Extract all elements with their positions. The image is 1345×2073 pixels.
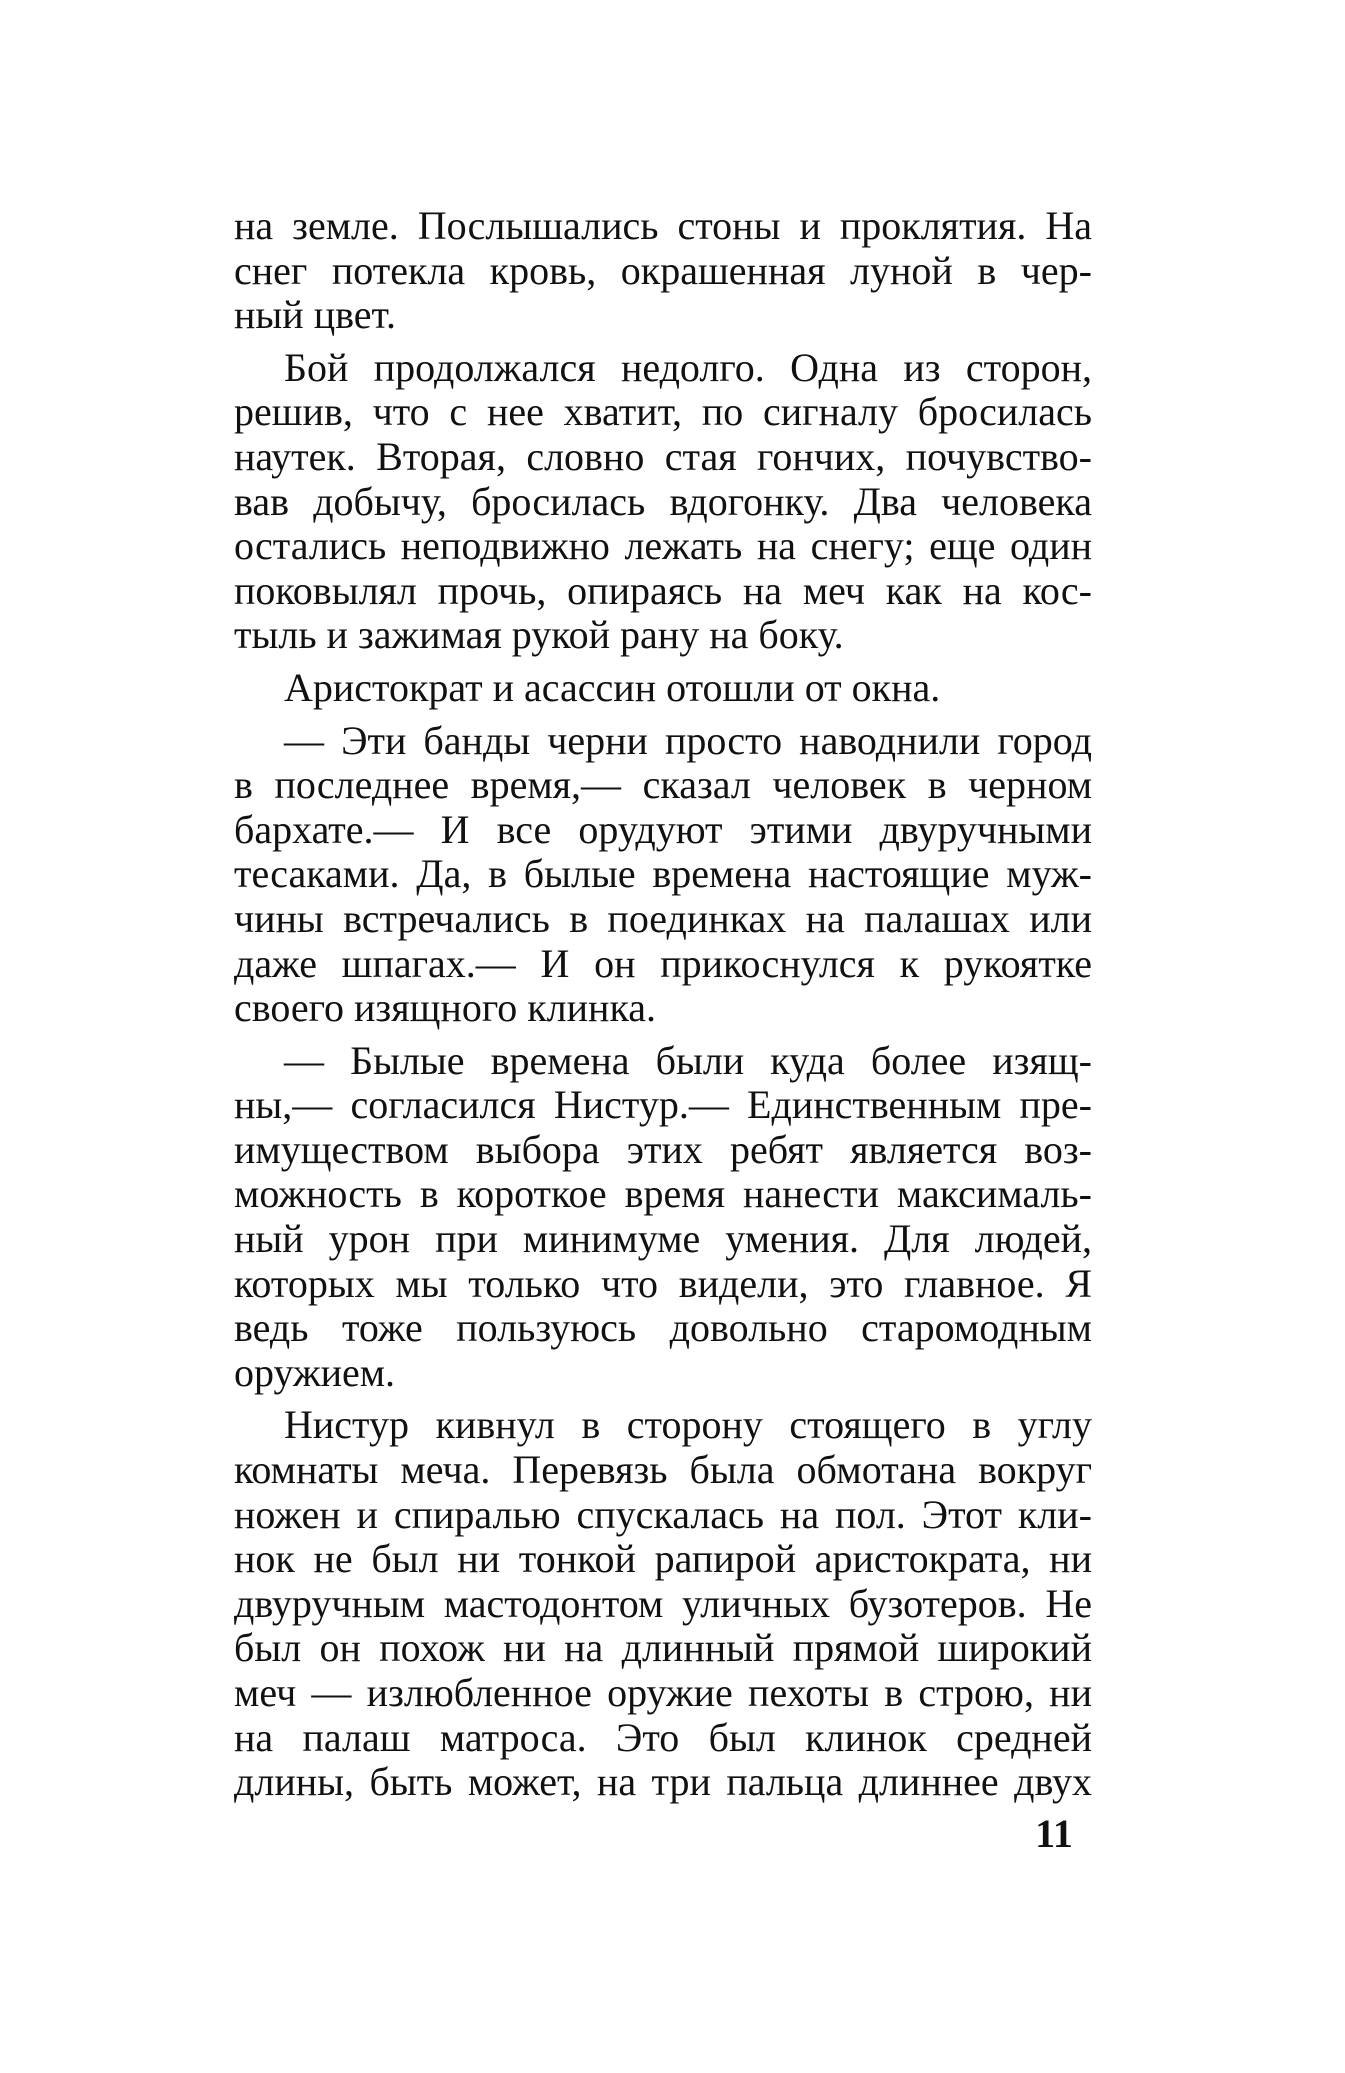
text-line: Бой продолжался недолго. Одна из сторон, — [284, 344, 1092, 390]
paragraph — [234, 666, 1092, 711]
text-line: меч — излюбленное оружие пехоты в строю, ни — [234, 1670, 1092, 1715]
text-line: остались неподвижно лежать на снегу; еще один — [234, 523, 1092, 569]
text-line: ведь тоже пользуюсь довольно старомодным — [234, 1305, 1092, 1351]
text-line: даже шпагах.— И он прикоснулся к рукоятке — [234, 940, 1092, 986]
text-line: которых мы только что видели, это главное. Я — [234, 1260, 1092, 1306]
text-line: ножен и спиралью спускалась на пол. Этот кли- — [234, 1491, 1092, 1537]
text-line: можность в короткое время нанести максималь- — [234, 1171, 1092, 1217]
text-line: двуручным мастодонтом уличных бузотеров. Не — [234, 1580, 1092, 1626]
page-text — [234, 204, 1092, 1805]
text-line: тыль и зажимая рукой рану на боку. — [234, 612, 844, 658]
page-number: 11 — [1035, 1811, 1073, 1856]
paragraph — [234, 1039, 1092, 1396]
text-line: комнаты меча. Перевязь была обмотана вокруг — [234, 1447, 1092, 1493]
text-line: на палаш матроса. Это был клинок средней — [234, 1714, 1092, 1760]
text-line: ный урон при минимуме умения. Для людей, — [234, 1216, 1092, 1262]
text-line: на земле. Послышались стоны и проклятия. На — [234, 203, 1092, 248]
text-line: Аристократ и асассин отошли от окна. — [284, 664, 941, 710]
paragraph — [234, 204, 1092, 338]
text-line: длины, быть может, на три пальца длиннее двух — [234, 1759, 1092, 1805]
paragraph — [234, 346, 1092, 658]
text-line: своего изящного клинка. — [234, 985, 657, 1031]
text-line: тесаками. Да, в былые времена настоящие муж- — [234, 851, 1092, 897]
text-line: ный цвет. — [234, 292, 396, 338]
text-line: был он похож ни на длинный прямой широкий — [234, 1625, 1092, 1671]
text-line: наутек. Вторая, словно стая гончих, почувство- — [234, 433, 1092, 479]
text-line: чины встречались в поединках на палашах или — [234, 895, 1092, 941]
text-line: бархате.— И все орудуют этими двуручными — [234, 806, 1092, 852]
text-line: — Былые времена были куда более изящ- — [284, 1037, 1092, 1083]
text-line: поковылял прочь, опираясь на меч как на кос- — [234, 567, 1092, 613]
text-line: в последнее время,— сказал человек в черном — [234, 762, 1092, 808]
text-line: имуществом выбора этих ребят является воз- — [234, 1126, 1092, 1172]
paragraph — [234, 719, 1092, 1031]
paragraph — [234, 1403, 1092, 1804]
text-line: нок не был ни тонкой рапирой аристократа, ни — [234, 1536, 1092, 1582]
text-line: оружием. — [234, 1349, 396, 1395]
text-line: снег потекла кровь, окрашенная луной в чер- — [234, 247, 1092, 293]
text-line: вав добычу, бросилась вдогонку. Два человека — [234, 478, 1092, 524]
text-line: Нистур кивнул в сторону стоящего в углу — [284, 1402, 1092, 1448]
text-line: ны,— согласился Нистур.— Единственным пре- — [234, 1082, 1092, 1128]
text-line: — Эти банды черни просто наводнили город — [284, 717, 1092, 763]
text-line: решив, что с нее хватит, по сигналу бросилась — [234, 389, 1092, 435]
